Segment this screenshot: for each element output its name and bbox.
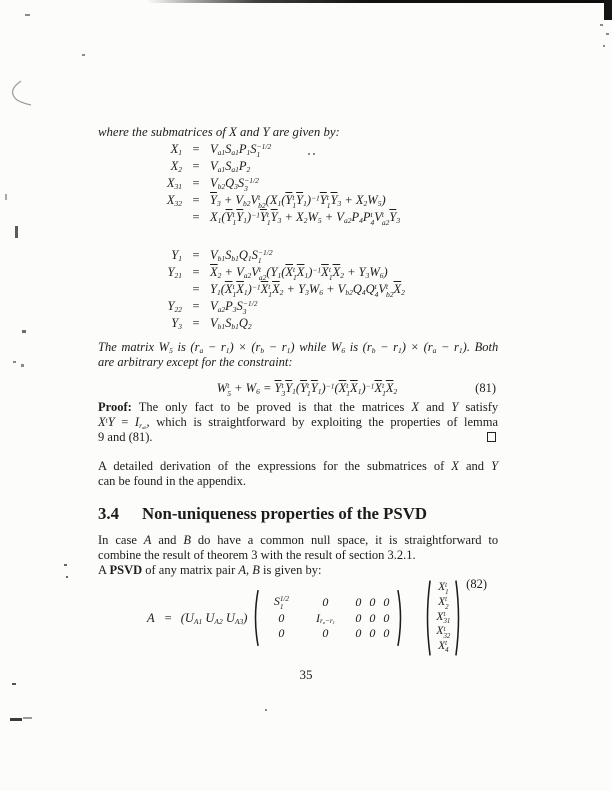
paragraph-line: $X^tY = I_{r_{ab}}$, which is straightforward by exploiting the properties of lemma: [98, 415, 499, 431]
equation-row: [98, 316, 528, 333]
matrix-cell: 0: [369, 610, 376, 625]
matrix-cell: 0: [369, 626, 376, 640]
vector-cell: X t 32: [436, 625, 451, 640]
equation-row: [98, 193, 528, 210]
equation-rhs: $X_1(\overline{Y}$ t 1 $\overline{Y}_1)^{-1}\overline{Y}$ t 1 $\overline{Y}_3 + X_2W_5 + V_{a2}P_4P$ t 4 V t a2 $\overline{Y}_3$: [210, 210, 401, 227]
matrix-cell: 0: [322, 595, 329, 609]
derivation-paragraph: [98, 459, 498, 489]
proof-end-text: 9 and (81).: [98, 430, 153, 445]
scan-speck: [13, 361, 16, 363]
equals-sign: =: [192, 282, 200, 296]
paragraph-line: A PSVD of any matrix pair A, B is given by:: [98, 563, 322, 578]
equation-rhs: $\overline{X}_2 + V_{a2}V$ t a2 ($Y_1(\overline{X}$ t 1 $\overline{X}_1)^{-1}\overline{X}$ t 1 $\overline{X}_2 + Y_3W_6$): [210, 265, 388, 282]
scan-speck: [22, 330, 26, 333]
vector-right-paren-icon: [454, 579, 463, 657]
equation-row: [98, 299, 528, 316]
paragraph-line: combine the result of theorem 3 with the result of section 3.2.1.: [98, 548, 416, 563]
scan-speck: [600, 24, 603, 26]
equation-row: [98, 282, 528, 299]
equation-lhs: $Y_{22}$: [167, 299, 182, 314]
vector-cell: X t 1: [438, 581, 449, 596]
equation-lhs: $X_{31}$: [166, 176, 182, 191]
equation-rhs: $V_{a1}S_{a1}P_1S$ −1/2 1: [210, 142, 272, 159]
equation-row: [98, 142, 528, 159]
scan-corner-blob: [604, 0, 612, 20]
section-title: Non-uniqueness properties of the PSVD: [142, 504, 427, 523]
qed-box-icon: [487, 432, 496, 442]
vector-cell: X t 2: [438, 596, 449, 611]
equals-sign: =: [192, 316, 200, 330]
section-heading: [98, 504, 427, 524]
paragraph-line: The matrix $W_5$ is $(r_a - r_1) \times (r_b - r_1)$ while $W_6$ is $(r_b - r_1) \times (r_a - r_1)$. Both: [98, 340, 499, 355]
equals-sign: =: [192, 159, 200, 173]
matrix-cell: 0: [355, 595, 362, 609]
paragraph-line: are arbitrary except for the constraint:: [98, 355, 293, 370]
equation-number: (82): [466, 577, 487, 591]
matrix-left-paren-icon: [251, 589, 260, 647]
scan-speck: [64, 564, 67, 566]
matrix-right-paren-icon: [396, 589, 405, 647]
paragraph-line: In case A and B do have a common null space, it is straightforward to: [98, 533, 499, 547]
equation-rhs: $V_{b1}S_{b1}Q_1S$ −1/2 1: [210, 248, 273, 265]
matrix-cell: 0: [383, 595, 390, 609]
psvd-paragraph: [98, 533, 498, 578]
equation-lhs: $Y_3$: [171, 316, 182, 331]
equals-sign: =: [192, 176, 200, 190]
equals-sign: =: [192, 299, 200, 313]
equation-lhs: $Y_{21}$: [167, 265, 182, 280]
equation-row: [98, 176, 528, 193]
equation-number: (81): [475, 381, 496, 395]
equation-81: [98, 381, 498, 399]
matrix-cell: $I_{r_a-r_1}$: [316, 610, 335, 626]
proof-paragraph: [98, 400, 498, 445]
equals-sign: =: [192, 193, 200, 207]
equation-rhs: $V_{b2}Q_3S$ −1/2 3: [210, 176, 259, 193]
equation-rhs: $V_{a2}P_3S$ −1/2 3: [210, 299, 258, 316]
matrix-cell: 0: [278, 610, 285, 625]
equation-lhs: $X_2$: [170, 159, 182, 174]
equation-row: [98, 248, 528, 265]
equals-sign: =: [192, 142, 200, 156]
paragraph-line: [98, 430, 498, 445]
vector-left-paren-icon: [423, 579, 432, 657]
equation-row: [98, 159, 528, 176]
equation-row: [98, 210, 528, 227]
matrix-cell: 0: [355, 626, 362, 640]
paragraph-line: A detailed derivation of the expressions for the submatrices of X and Y: [98, 459, 499, 473]
equation-rhs: $Y_1(\overline{X}$ t 1 $\overline{X}_1)^{-1}\overline{X}$ t 1 $\overline{X}_2 + Y_3W_6 + V_{b2}Q_4Q$ t 4 V t b2 $\overline{X}_2$: [210, 282, 405, 299]
equation-rhs: $\overline{Y}_3 + V_{b2}V$ t b2 ($X_1(\overline{Y}$ t 1 $\overline{Y}_1)^{-1}\overline{Y}$ t 1 $\overline{Y}_3 + X_2W_5$): [210, 193, 386, 210]
equals-sign: =: [192, 265, 200, 279]
equation-rhs: $V_{a1}S_{a1}P_2$: [210, 159, 251, 174]
scan-speck: [265, 709, 267, 711]
equals-sign: =: [192, 248, 200, 262]
scan-scribble: [23, 717, 32, 719]
equals-sign: =: [192, 210, 200, 224]
section-number: 3.4: [98, 504, 119, 523]
vector-cell: X t 4: [438, 639, 449, 655]
page-number: 35: [299, 667, 313, 682]
vector-cells: [432, 582, 454, 655]
paragraph-line: can be found in the appendix.: [98, 474, 246, 489]
matrix-cell: 0: [369, 595, 376, 609]
handwritten-mark: [6, 80, 34, 107]
equation-82: [0, 577, 612, 659]
matrix-cell: 0: [383, 626, 390, 640]
paragraph-line: Proof: The only fact to be proved is that the matrices X and Y satisfy: [98, 400, 499, 414]
matrix-cell: 0: [383, 610, 390, 625]
sigma-matrix: [251, 589, 405, 647]
scan-speck: [12, 683, 16, 685]
u-factor: ($U_{A1}$ $U_{A2}$ $U_{A3}$): [180, 610, 248, 626]
matrix-cell: 0: [278, 626, 285, 640]
x-column-vector: [423, 579, 463, 657]
matrix-cell: 0: [355, 610, 362, 625]
equation-lhs: $X_1$: [170, 142, 182, 157]
scan-speck: [25, 14, 30, 16]
scan-top-edge-band: [0, 0, 612, 3]
scan-speck: [606, 33, 609, 35]
intro-line: where the submatrices of X and Y are given by:: [98, 125, 340, 139]
equation-row: [98, 265, 528, 282]
matrix-cell: S 1/2 1: [273, 593, 290, 611]
scan-speck: [15, 226, 18, 238]
matrix-cells: [260, 595, 396, 642]
equation-rhs: $V_{b1}S_{b1}Q_2$: [210, 316, 252, 331]
y-equation-block: [98, 248, 528, 333]
equals-sign: =: [164, 610, 172, 625]
vector-cell: X t 31: [436, 610, 451, 626]
x-equation-block: [98, 142, 528, 227]
equation-lhs: $X_{32}$: [166, 193, 182, 208]
matrix-cell: 0: [322, 626, 329, 640]
scan-speck: [603, 45, 605, 47]
equation-lhs: $Y_1$: [171, 248, 182, 263]
scan-scribble: [10, 718, 22, 721]
scan-speck: [21, 364, 24, 367]
scan-speck: [82, 54, 85, 56]
equation-body: W t 5 + $W_6 = \overline{Y}$ t 3 $\overline{Y}_1(\overline{Y}$ t 1 $\overline{Y}_1)^{-1}(\overline{X}$ t 1 $\overline{X}_1)^{-1}\overline{X}$ t 1 $\overline{X}_2$: [216, 381, 398, 398]
equation-lhs: A: [147, 610, 155, 625]
scan-speck: [5, 194, 7, 200]
w-constraint-paragraph: [98, 340, 498, 370]
